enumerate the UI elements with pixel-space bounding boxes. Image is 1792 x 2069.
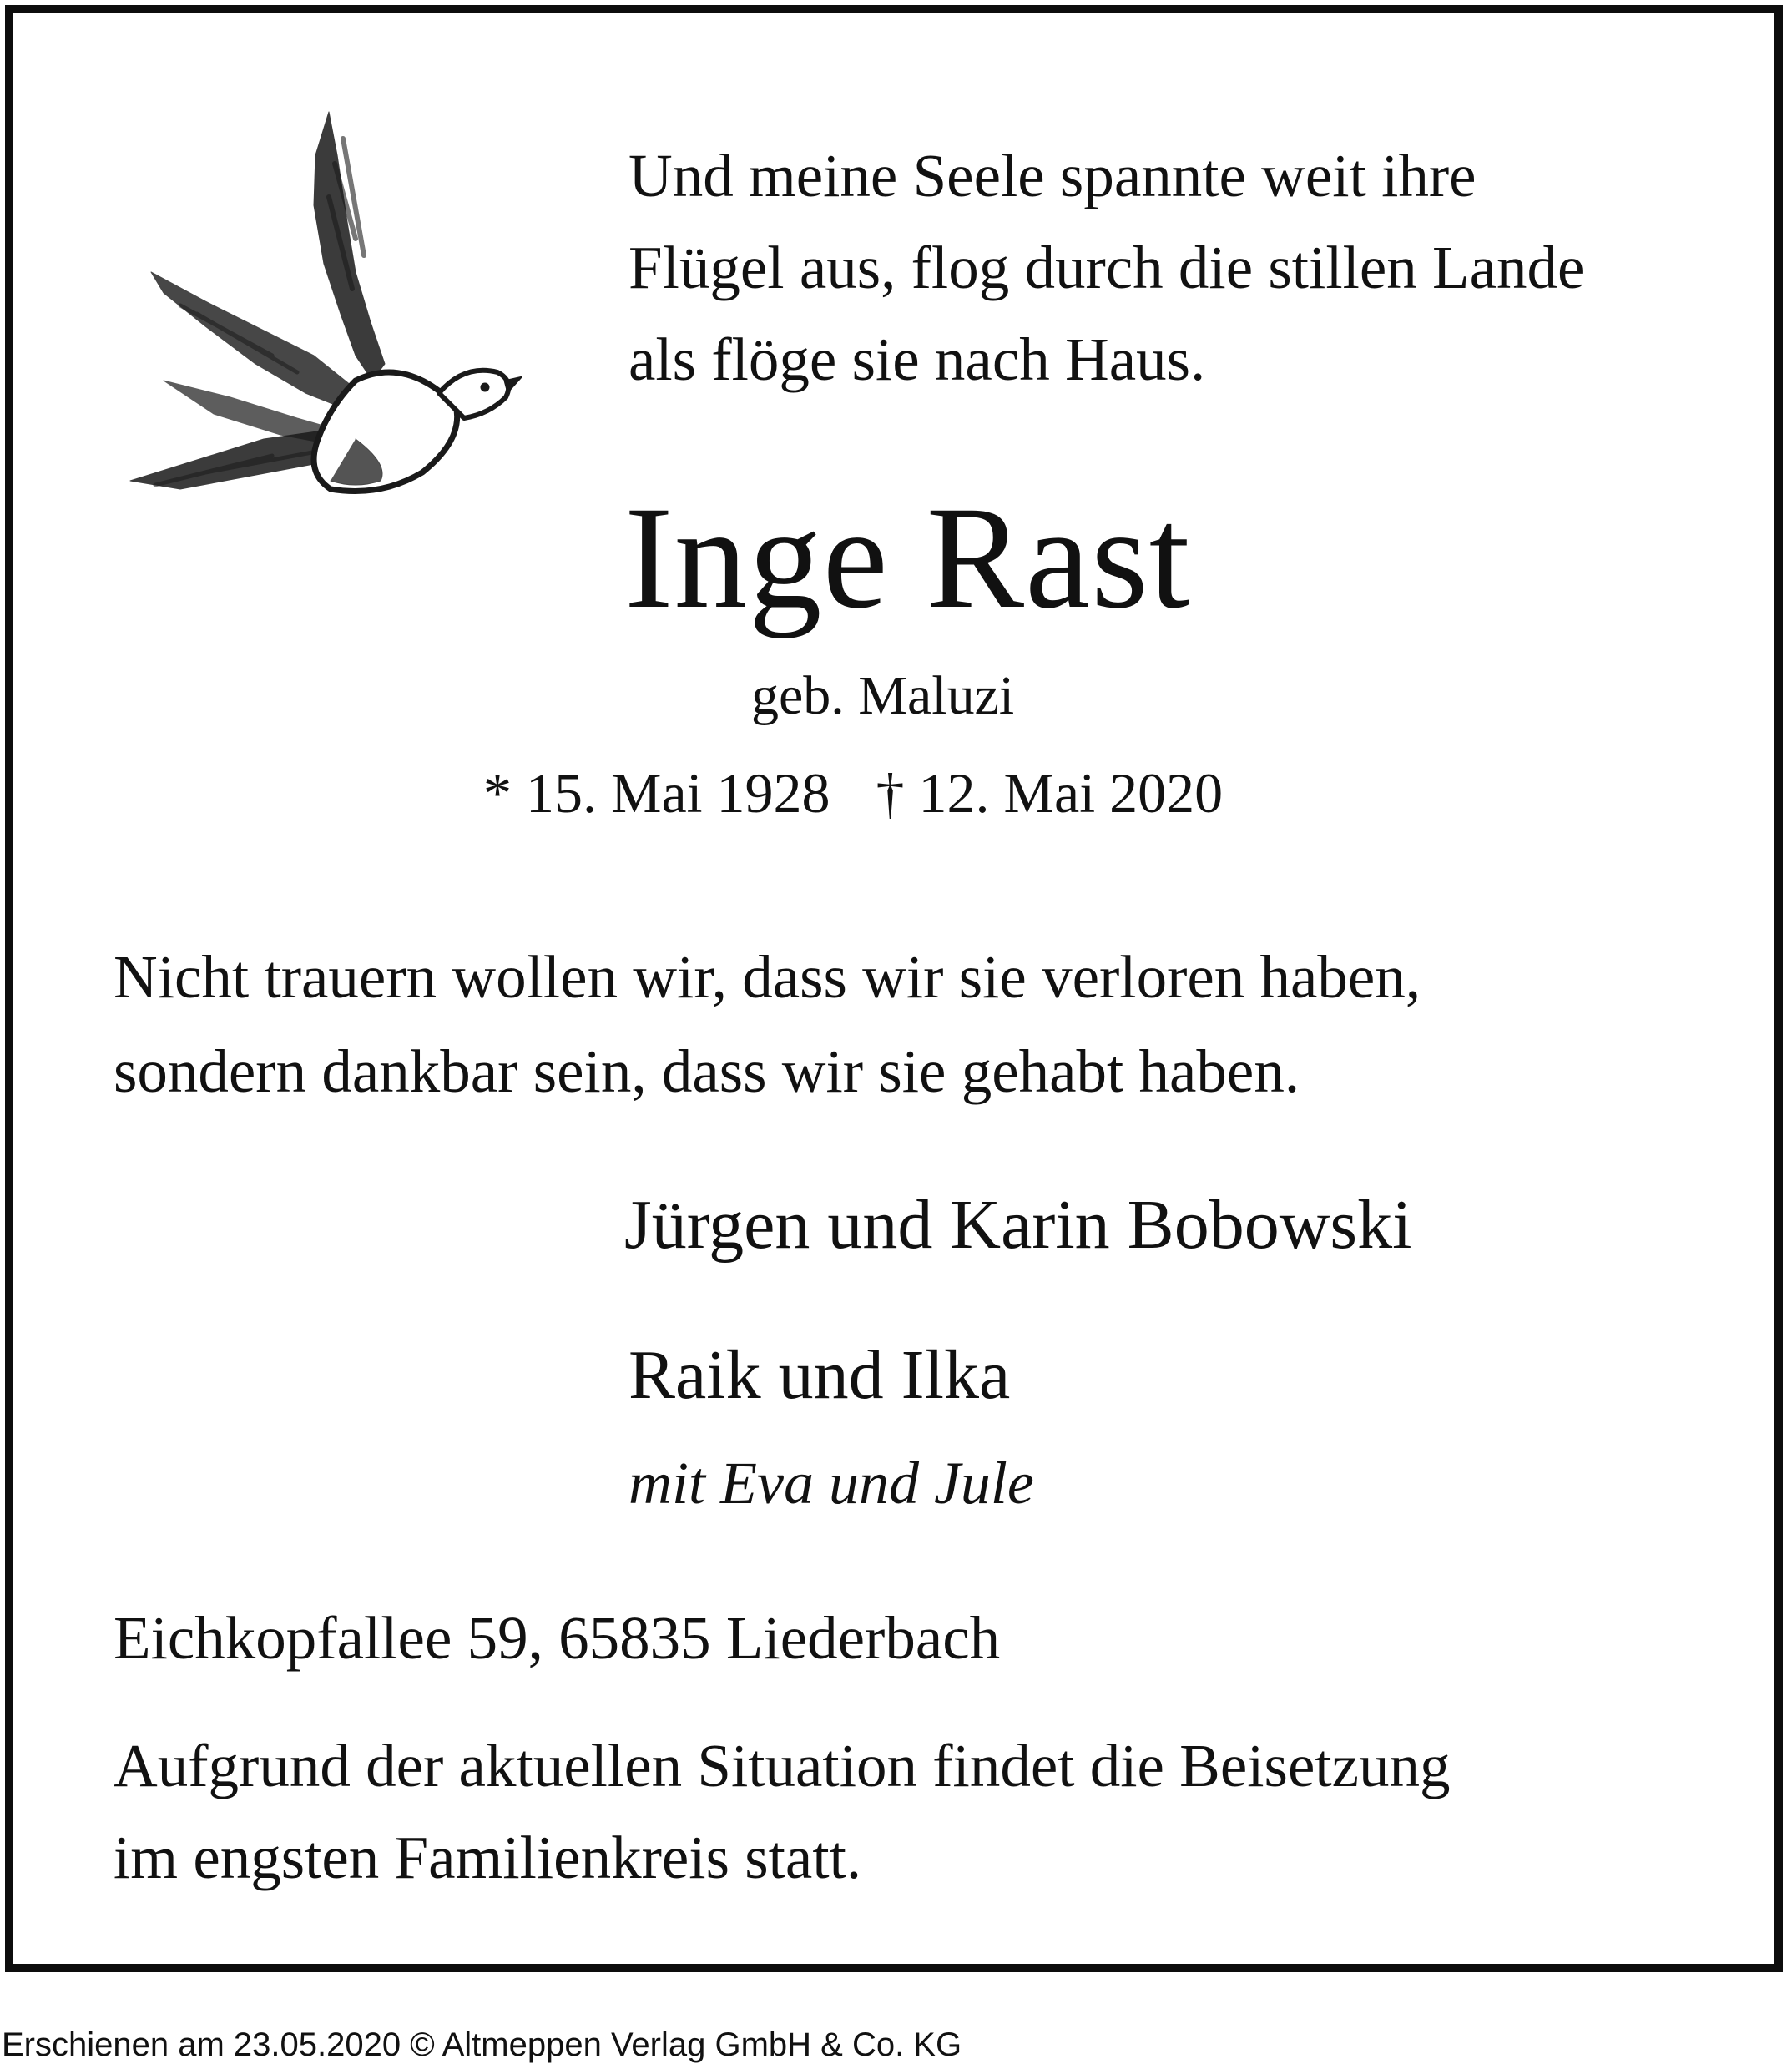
death-date: † 12. Mai 2020 — [876, 761, 1224, 825]
birth-date: * 15. Mai 1928 — [483, 761, 830, 825]
notice-line: Aufgrund der aktuellen Situation findet die Beisetzung — [114, 1732, 1451, 1799]
birth-name: geb. Maluzi — [751, 665, 1015, 726]
mourner-line: Raik und Ilka — [628, 1336, 1011, 1414]
life-dates — [483, 761, 1224, 825]
publication-footer: Erschienen am 23.05.2020 © Altmeppen Verlag GmbH & Co. KG — [2, 2026, 962, 2063]
deceased-name: Inge Rast — [624, 477, 1191, 639]
address: Eichkopfallee 59, 65835 Liederbach — [114, 1604, 1001, 1672]
verse-line: sondern dankbar sein, dass wir sie gehabt haben. — [114, 1037, 1300, 1105]
notice-line: im engsten Familienkreis statt. — [114, 1824, 862, 1891]
quote-line: Flügel aus, flog durch die stillen Lande — [628, 234, 1585, 301]
verse-line: Nicht trauern wollen wir, dass wir sie verloren haben, — [114, 943, 1421, 1011]
funeral-notice — [114, 1720, 1451, 1904]
swallow-icon — [105, 105, 522, 539]
mourner-line: mit Eva und Jule — [628, 1450, 1034, 1516]
obituary-frame — [5, 5, 1783, 1972]
quote-line: als flöge sie nach Haus. — [628, 325, 1206, 393]
verse-block — [114, 930, 1421, 1118]
quote-block — [628, 130, 1747, 406]
mourner-line: Jürgen und Karin Bobowski — [624, 1186, 1412, 1264]
quote-line: Und meine Seele spannte weit ihre — [628, 142, 1477, 209]
